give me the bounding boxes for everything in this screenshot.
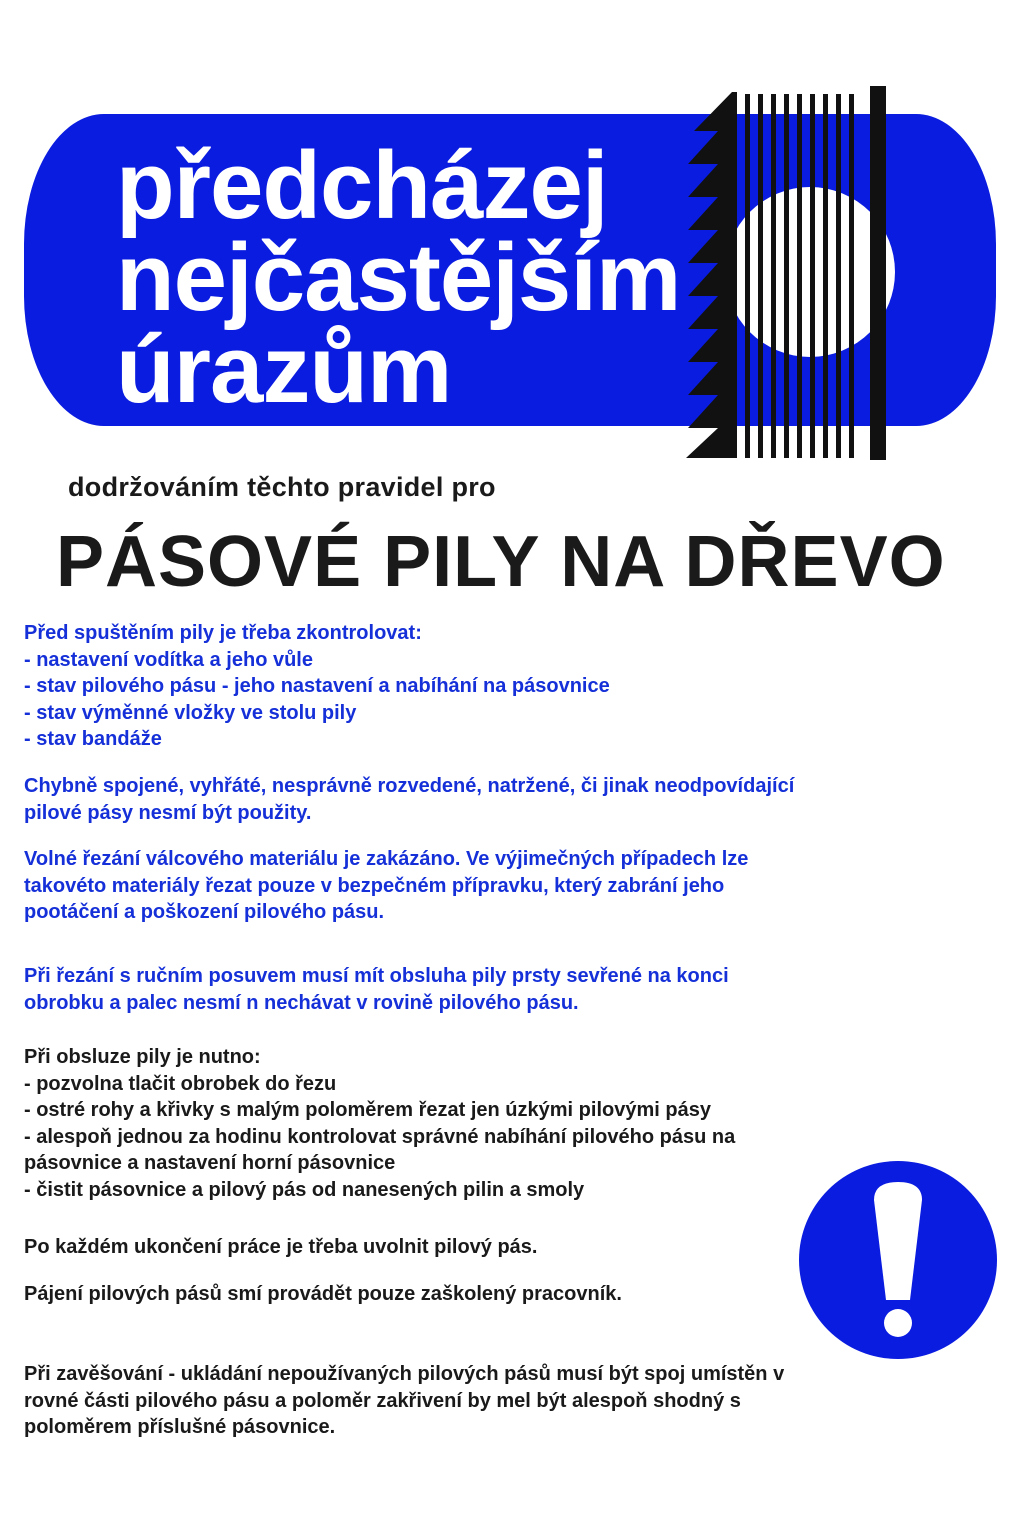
headline-line-3: úrazům	[116, 316, 452, 423]
paragraph-manual-feed: Při řezání s ručním posuvem musí mít obsluha pily prsty sevřené na konci obrobku a palec nesmí n nechávat v rovině pilového pásu.	[24, 965, 729, 1014]
page-title: PÁSOVÉ PILY NA DŘEVO	[56, 522, 946, 602]
headline	[116, 132, 681, 423]
paragraph-release-blade: Po každém ukončení práce je třeba uvolnit pilový pás.	[24, 1236, 538, 1258]
paragraph-storage: Při zavěšování - ukládání nepoužívaných pilových pásů musí být spoj umístěn v rovné části pilového pásu a poloměr zakřivení by mel být alespoň shodný s poloměrem příslušné pásovnice.	[24, 1363, 785, 1438]
subtitle: dodržováním těchto pravidel pro	[68, 472, 496, 502]
exclamation-icon	[798, 1160, 998, 1360]
saw-teeth	[686, 92, 732, 458]
exclamation-dot	[884, 1309, 912, 1337]
paragraph-soldering: Pájení pilových pásů smí provádět pouze zaškolený pracovník.	[24, 1283, 622, 1305]
paragraph-operation-rules: Při obsluze pily je nutno: - pozvolna tlačit obrobek do řezu - ostré rohy a křivky s malým poloměrem řezat jen úzkými pilovými pásy - alespoň jednou za hodinu kontrolovat správné nabíhání pilového pásu na pásovnice a nastavení horní pásovnice - čistit pásovnice a pilový pás od nanesených pilin a smoly	[24, 1046, 736, 1201]
paragraph-cylindrical-material: Volné řezání válcového materiálu je zakázáno. Ve výjimečných případech lze takovéto materiály řezat pouze v bezpečném přípravku, který zabrání jeho pootáčení a poškození pilového pásu.	[24, 848, 749, 923]
headline-line-1: předcházej	[116, 132, 608, 239]
paragraph-checks-before-start: Před spuštěním pily je třeba zkontrolovat: - nastavení vodítka a jeho vůle - stav pilového pásu - jeho nastavení a nabíhání na pásovnice - stav výměnné vložky ve stolu pily - stav bandáže	[24, 622, 610, 750]
headline-line-2: nejčastějším	[116, 224, 681, 331]
paragraph-defective-blades: Chybně spojené, vyhřáté, nesprávně rozvedené, natržené, či jinak neodpovídající pilové pásy nesmí být použity.	[24, 775, 795, 824]
band-saw-icon	[680, 82, 900, 464]
